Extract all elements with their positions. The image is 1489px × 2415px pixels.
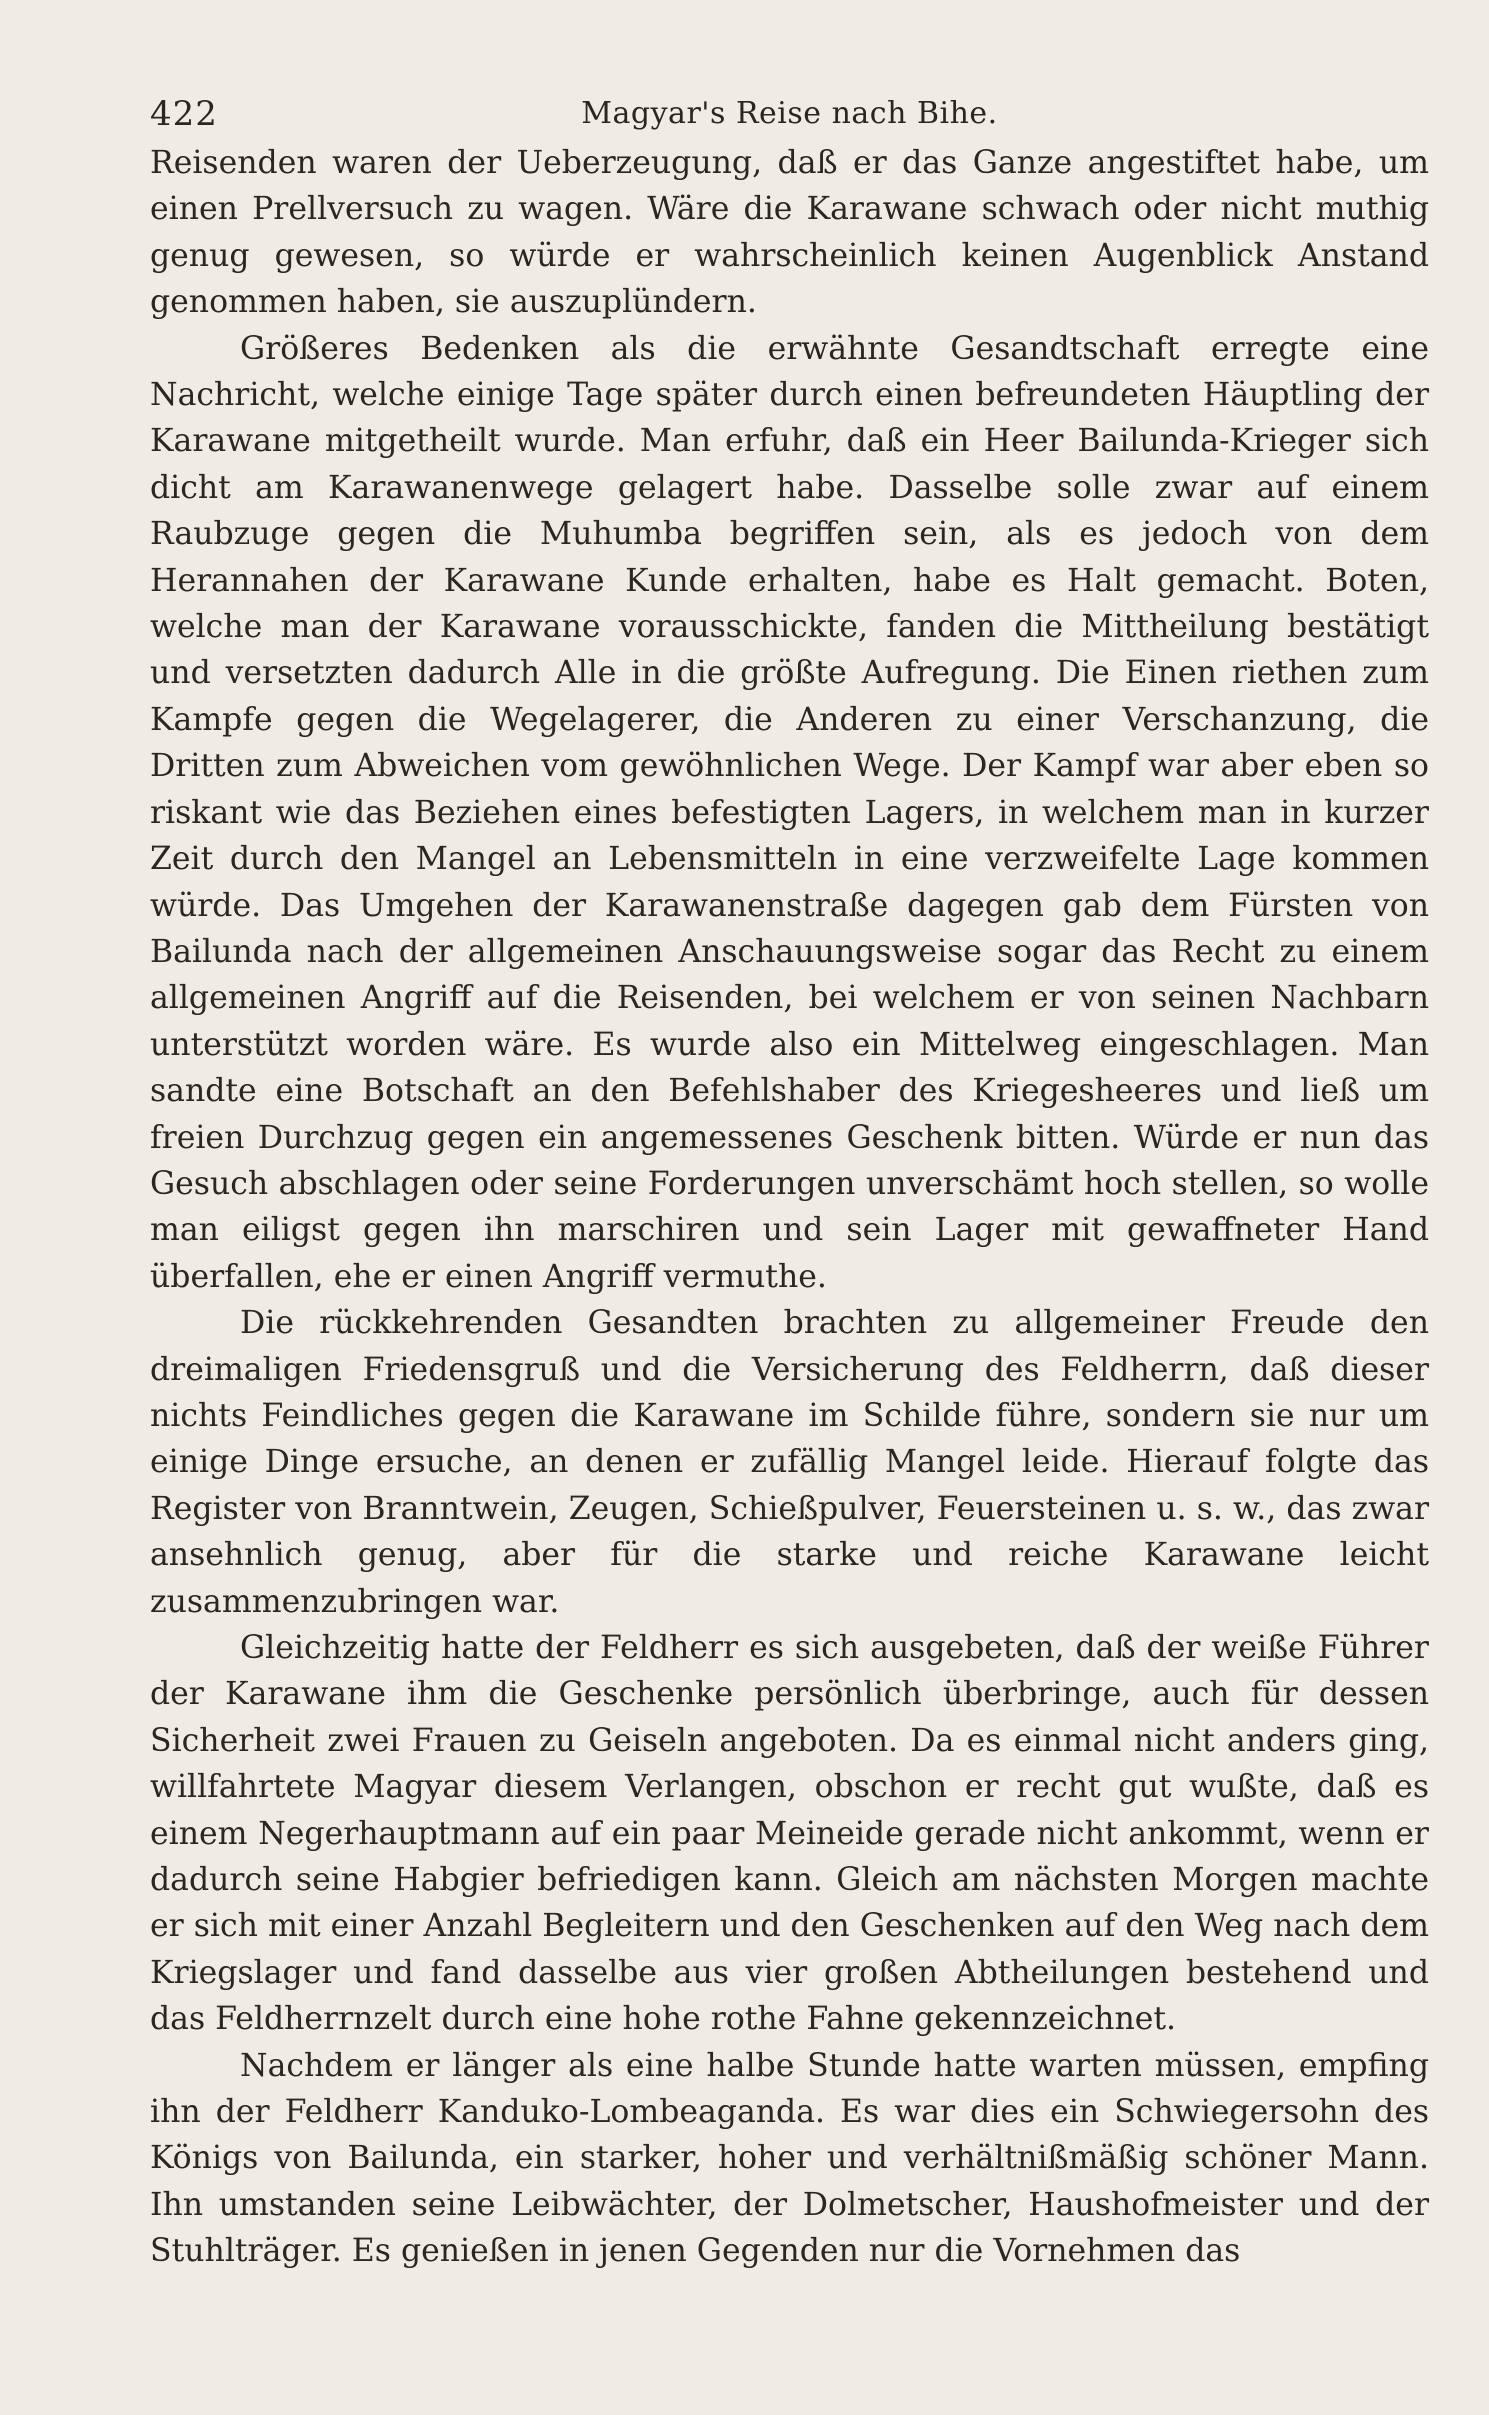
paragraph: Gleichzeitig hatte der Feldherr es sich ausgebeten, daß der weiße Führer der Karawane ihm die Geschenke persönlich überbringe, auch für dessen Sicherheit zwei Frauen zu Geiseln angeboten. Da es einmal nicht anders ging, willfahrtete Magyar diesem Verlangen, obschon er recht gut wußte, daß es einem Negerhauptmann auf ein paar Meineide gerade nicht ankommt, wenn er dadurch seine Habgier befriedigen kann. Gleich am nächsten Morgen machte er sich mit einer Anzahl Begleitern und den Geschenken auf den Weg nach dem Kriegslager und fand dasselbe aus vier großen Abtheilungen bestehend und das Feldherrnzelt durch eine hohe rothe Fahne gekennzeichnet.	[150, 1630, 1429, 2038]
page-number: 422	[150, 94, 218, 134]
paragraph: Die rückkehrenden Gesandten brachten zu allgemeiner Freude den dreimaligen Friedensgruß und die Versicherung des Feldherrn, daß dieser nichts Feindliches gegen die Karawane im Schilde führe, sondern sie nur um einige Dinge ersuche, an denen er zufällig Mangel leide. Hierauf folgte das Register von Branntwein, Zeugen, Schießpulver, Feuersteinen u. s. w., das zwar ansehnlich genug, aber für die starke und reiche Karawane leicht zusammenzubringen war.	[150, 1305, 1429, 1620]
paragraph-continued: Reisenden waren der Ueberzeugung, daß er das Ganze angestiftet habe, um einen Prellversuch zu wagen. Wäre die Karawane schwach oder nicht muthig genug gewesen, so würde er wahrscheinlich keinen Augenblick Anstand genommen haben, sie auszuplündern.	[150, 145, 1429, 321]
running-title: Magyar's Reise nach Bihe.	[581, 96, 998, 131]
paragraph: Größeres Bedenken als die erwähnte Gesandtschaft erregte eine Nachricht, welche einige Tage später durch einen befreundeten Häuptling der Karawane mitgetheilt wurde. Man erfuhr, daß ein Heer Bailunda-Krieger sich dicht am Karawanenwege gelagert habe. Dasselbe solle zwar auf einem Raubzuge gegen die Muhumba begriffen sein, als es jedoch von dem Herannahen der Karawane Kunde erhalten, habe es Halt gemacht. Boten, welche man der Karawane vorausschickte, fanden die Mittheilung bestätigt und versetzten dadurch Alle in die größte Aufregung. Die Einen riethen zum Kampfe gegen die Wegelagerer, die Anderen zu einer Verschanzung, die Dritten zum Abweichen vom gewöhnlichen Wege. Der Kampf war aber eben so riskant wie das Beziehen eines befestigten Lagers, in welchem man in kurzer Zeit durch den Mangel an Lebensmitteln in eine verzweifelte Lage kommen würde. Das Umgehen der Karawanenstraße dagegen gab dem Fürsten von Bailunda nach der allgemeinen Anschauungsweise sogar das Recht zu einem allgemeinen Angriff auf die Reisenden, bei welchem er von seinen Nachbarn unterstützt worden wäre. Es wurde also ein Mittelweg eingeschlagen. Man sandte eine Botschaft an den Befehlshaber des Kriegesheeres und ließ um freien Durchzug gegen ein angemessenes Geschenk bitten. Würde er nun das Gesuch abschlagen oder seine Forderungen unverschämt hoch stellen, so wolle man eiligst gegen ihn marschiren und sein Lager mit gewaffneter Hand überfallen, ehe er einen Angriff vermuthe.	[150, 330, 1429, 1295]
body-text	[150, 140, 1429, 2275]
page-header	[150, 86, 1429, 140]
paragraph: Nachdem er länger als eine halbe Stunde hatte warten müssen, empfing ihn der Feldherr Kanduko-Lombeaganda. Es war dies ein Schwiegersohn des Königs von Bailunda, ein starker, hoher und verhältnißmäßig schöner Mann. Ihn umstanden seine Leibwächter, der Dolmetscher, Haushofmeister und der Stuhlträger. Es genießen in jenen Gegenden nur die Vornehmen das	[150, 2047, 1429, 2270]
